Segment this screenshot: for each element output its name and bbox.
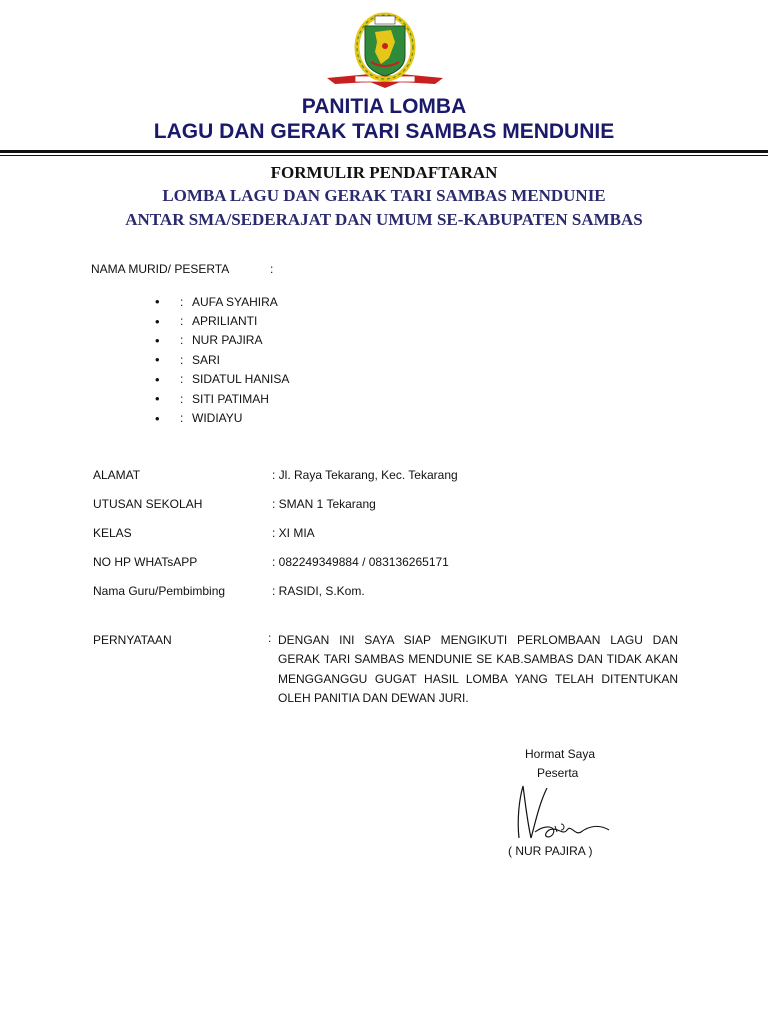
address-label: ALAMAT — [93, 468, 141, 482]
form-title: FORMULIR PENDAFTARAN — [270, 163, 498, 182]
statement-label: PERNYATAAN — [93, 633, 172, 647]
school-value: : SMAN 1 Tekarang — [272, 497, 376, 511]
school-label: UTUSAN SEKOLAH — [93, 497, 203, 511]
signer-name: ( NUR PAJIRA ) — [508, 844, 593, 858]
teacher-value: : RASIDI, S.Kom. — [272, 584, 365, 598]
handwritten-signature-icon — [505, 780, 615, 845]
participants-label: NAMA MURID/ PESERTA — [91, 262, 230, 276]
participant-name: WIDIAYU — [192, 411, 243, 426]
phone-label: NO HP WHATsAPP — [93, 555, 198, 569]
phone-value: : 082249349884 / 083136265171 — [272, 555, 449, 569]
committee-title: PANITIA LOMBA — [301, 95, 467, 118]
participant-name: APRILIANTI — [192, 314, 258, 329]
participant-name: SIDATUL HANISA — [192, 372, 290, 387]
closing-role: Peserta — [537, 766, 579, 780]
list-item: • : SITI PATIMAH — [155, 391, 269, 407]
participant-list — [155, 292, 289, 428]
participants-colon: : — [270, 262, 274, 276]
header-divider-thin — [0, 155, 768, 156]
class-label: KELAS — [93, 526, 132, 540]
class-value: : XI MIA — [272, 526, 315, 540]
participant-name: SITI PATIMAH — [192, 391, 269, 406]
closing-greeting: Hormat Saya — [525, 747, 596, 761]
list-item: • : SARI — [155, 352, 221, 368]
list-item: • : NUR PAJIRA — [155, 332, 263, 348]
participant-name: AUFA SYAHIRA — [192, 294, 278, 309]
list-item: • : AUFA SYAHIRA — [155, 294, 278, 310]
statement-text: DENGAN INI SAYA SIAP MENGIKUTI PERLOMBAAN LAGU DAN GERAK TARI SAMBAS MENDUNIE SE KAB.SAMBAS DAN TIDAK AKAN MENGGANGGU GUGAT HASIL LOMBA YANG TELAH DITENTUKAN OLEH PANITIA DAN DEWAN JURI. — [278, 633, 678, 705]
header-divider — [0, 150, 768, 153]
teacher-label: Nama Guru/Pembimbing — [93, 584, 226, 598]
list-item: • : WIDIAYU — [155, 410, 243, 426]
event-title: LAGU DAN GERAK TARI SAMBAS MENDUNIE — [153, 120, 615, 143]
participant-name: NUR PAJIRA — [192, 333, 263, 348]
list-item: • : APRILIANTI — [155, 313, 258, 329]
participant-name: SARI — [192, 352, 221, 367]
list-item: • : SIDATUL HANISA — [155, 371, 290, 387]
address-value: : Jl. Raya Tekarang, Kec. Tekarang — [272, 468, 458, 482]
form-subtitle-2: ANTAR SMA/SEDERAJAT DAN UMUM SE-KABUPATEN SAMBAS — [125, 210, 643, 229]
statement-colon: : — [268, 631, 272, 645]
form-subtitle-1: LOMBA LAGU DAN GERAK TARI SAMBAS MENDUNIE — [162, 186, 606, 205]
sambas-regency-emblem-icon — [325, 12, 445, 92]
